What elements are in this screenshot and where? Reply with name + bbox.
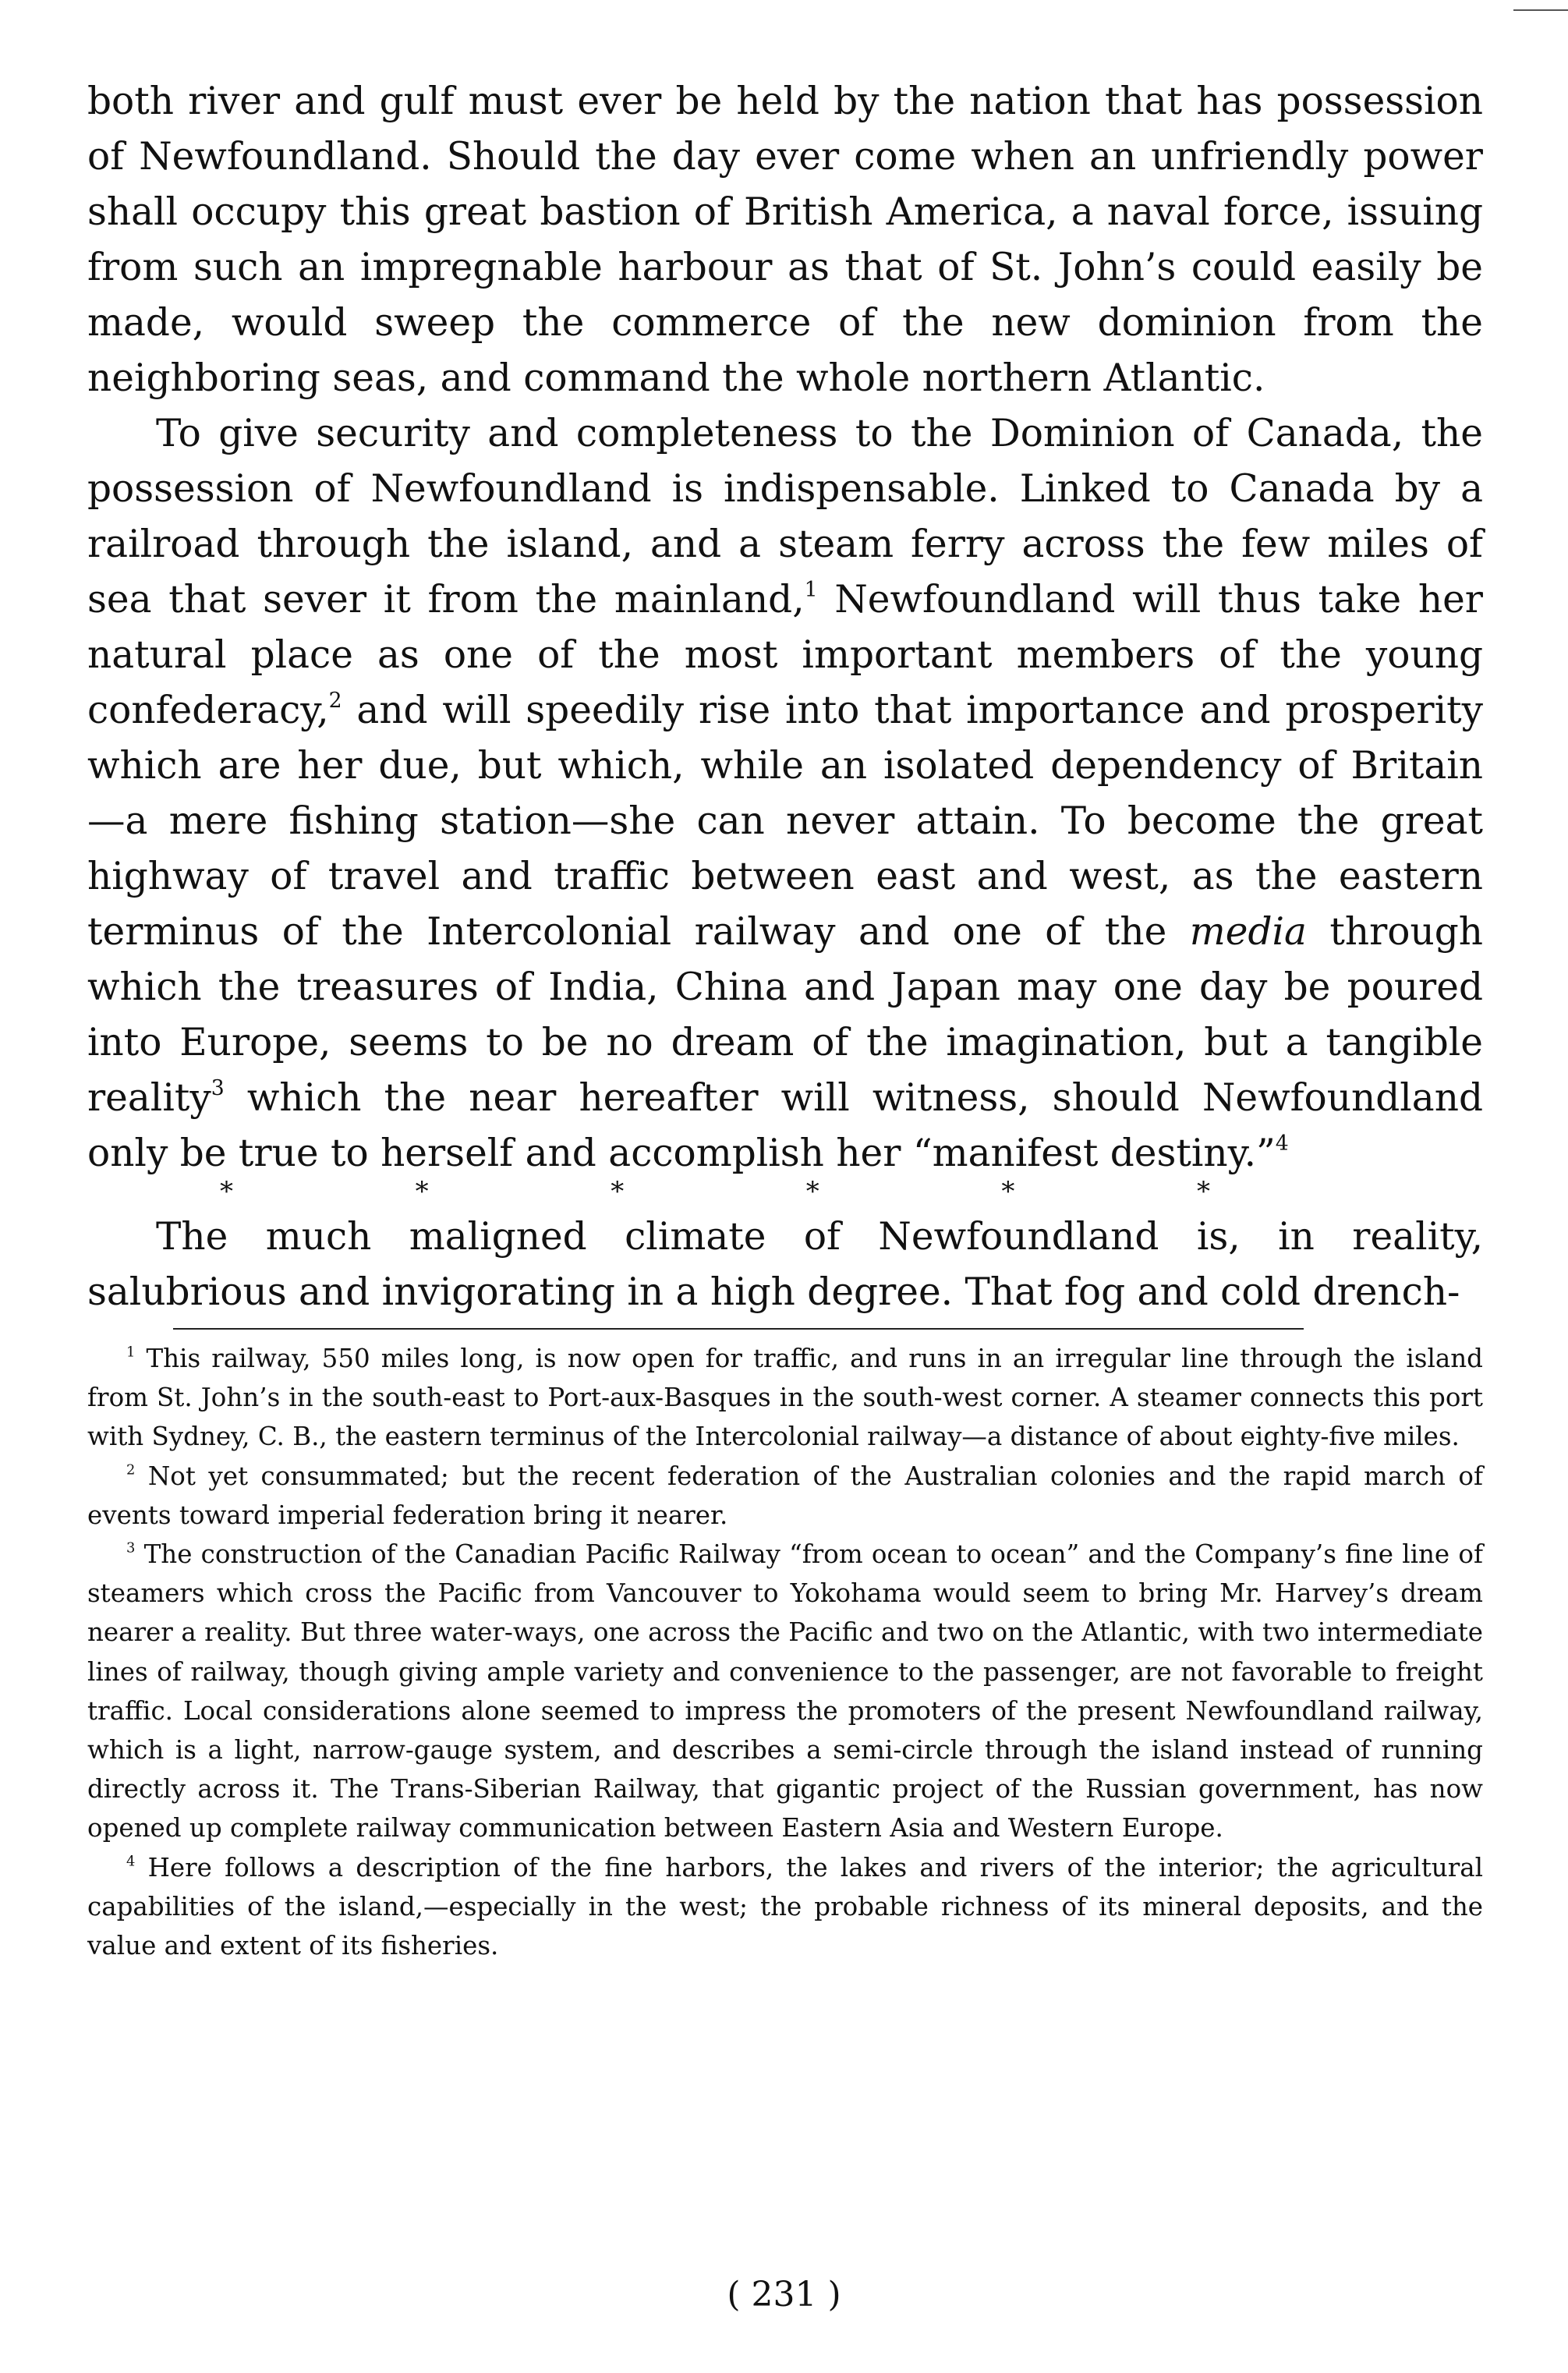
paragraph bbox=[87, 406, 1483, 1181]
separator-asterisk: * bbox=[220, 1176, 233, 1207]
footnote-mark: 4 bbox=[126, 1853, 136, 1870]
footnote bbox=[87, 1848, 1483, 1966]
footnotes bbox=[87, 1339, 1483, 1965]
text-run: both river and gulf must ever be held by the nation that has possession of Newfoundland. Should the day ever come when an unfriendly power shall occupy this great bastion of British America, a naval force, issuing from such an impregnable harbour as that of St. John’s could easily be made, would sweep the commerce of the new dominion from the neighboring seas, and command the whole northern Atlantic. bbox=[87, 80, 1483, 400]
footnote-text: Here follows a description of the fine harbors, the lakes and rivers of the interior; the agricultural capabilities of the island,—especially in the west; the probable richness of its mineral deposits, and the value and extent of its fisheries. bbox=[87, 1852, 1483, 1961]
separator-asterisk: * bbox=[611, 1176, 625, 1207]
footnote bbox=[87, 1535, 1483, 1848]
footnote-reference: 4 bbox=[1275, 1132, 1289, 1156]
page-content bbox=[87, 74, 1483, 1965]
text-run: through which the treasures of India, China and Japan may one day be poured into Europe, seems to be no dream of the imagination, but a tangible reality bbox=[87, 910, 1484, 1120]
footnote-rule bbox=[173, 1328, 1304, 1330]
footnote-text: The construction of the Canadian Pacific Railway “from ocean to ocean” and the Company’s fine line of steamers which cross the Pacific from Vancouver to Yokohama would seem to bring Mr. Harvey’s dream nearer a reality. But three water-ways, one across the Pacific and two on the Atlantic, with two intermediate lines of railway, though giving ample variety and convenience to the passenger, are not favorable to freight traffic. Local considerations alone seemed to impress the promoters of the present Newfoundland railway, which is a light, narrow-gauge system, and describes a semi-circle through the island instead of running directly across it. The Trans-Siberian Railway, that gigantic project of the Russian government, has now opened up complete railway communication between Eastern Asia and Western Europe. bbox=[87, 1539, 1483, 1844]
text-run: and will speedily rise into that importance and prosperity which are her due, but which, while an isolated dependency of Britain —a mere fishing station—she can never attain. To become the great highway of travel and traffic between east and west, as the eastern terminus of the Intercolonial railway and one of the bbox=[87, 689, 1483, 954]
footnote-mark: 1 bbox=[126, 1344, 136, 1361]
separator-asterisk: * bbox=[415, 1176, 429, 1207]
footnote-reference: 1 bbox=[804, 578, 818, 602]
separator-asterisk: * bbox=[1001, 1176, 1015, 1207]
paragraph bbox=[87, 74, 1483, 406]
main-text bbox=[87, 74, 1483, 1320]
footnote-mark: 2 bbox=[126, 1461, 136, 1479]
top-edge-rule bbox=[1513, 9, 1568, 11]
text-run: To give security and completeness to the Dominion of Canada, the possession of Newfoundland is indispensable. Linked to Canada by a railroad through the island, and a steam ferry across the few miles of sea that sever it from the mainland, bbox=[87, 412, 1483, 622]
footnote-text: This railway, 550 miles long, is now open for traffic, and runs in an irregular line through the island from St. John’s in the south-east to Port-aux-Basques in the south-west corner. A steamer connects this port with Sydney, C. B., the eastern terminus of the Intercolonial railway—a distance of about eighty-five miles. bbox=[87, 1344, 1483, 1452]
footnote bbox=[87, 1457, 1483, 1535]
footnote-reference: 2 bbox=[328, 689, 342, 713]
separator-asterisk: * bbox=[805, 1176, 819, 1207]
separator-asterisk: * bbox=[1196, 1176, 1210, 1207]
page-number: ( 231 ) bbox=[727, 2275, 841, 2315]
emphasized-text: media bbox=[1189, 910, 1307, 954]
footnote-text: Not yet consummated; but the recent federation of the Australian colonies and the rapid march of events toward imperial federation bring it nearer. bbox=[87, 1461, 1483, 1530]
footnote bbox=[87, 1339, 1483, 1457]
footnote-reference: 3 bbox=[211, 1076, 225, 1100]
text-run: Newfoundland will thus take her natural place as one of the most important members of the young confederacy, bbox=[87, 578, 1483, 732]
text-run: which the near hereafter will witness, should Newfoundland only be true to herself and accomplish her “manifest destiny.” bbox=[87, 1076, 1483, 1175]
footnote-mark: 3 bbox=[126, 1539, 136, 1557]
text-run: The much maligned climate of Newfoundland is, in reality, salubrious and invigorating in a high degree. That fog and cold drench- bbox=[87, 1215, 1483, 1314]
paragraph bbox=[87, 1210, 1483, 1320]
